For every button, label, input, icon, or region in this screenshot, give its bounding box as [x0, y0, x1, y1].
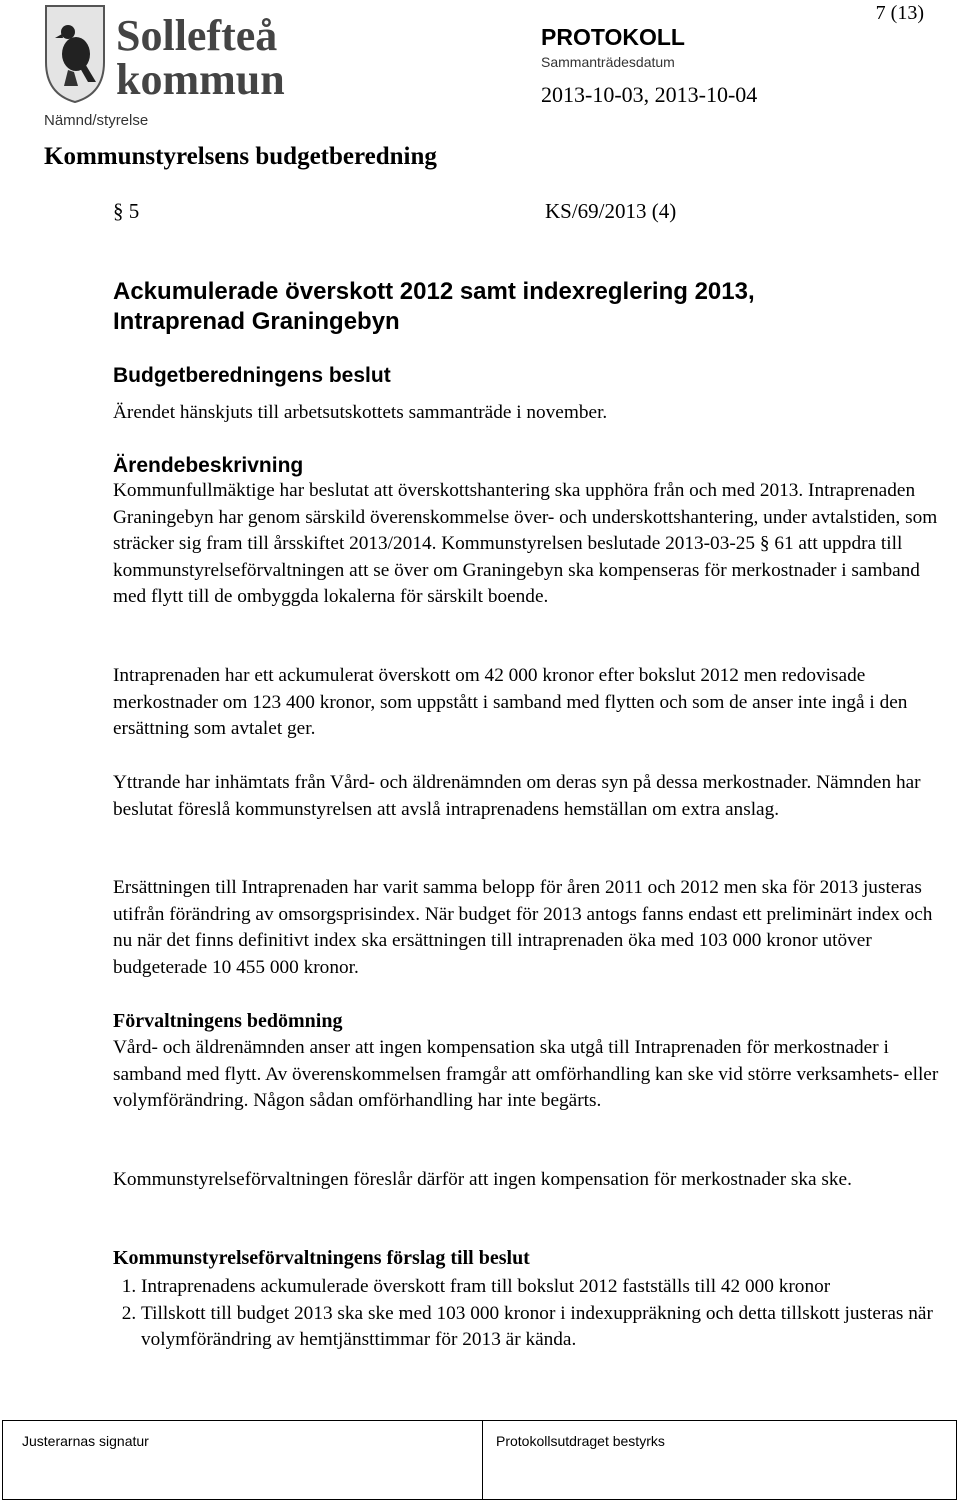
proposal-list	[113, 1274, 960, 1354]
description-text-2	[113, 663, 948, 743]
assessment-heading: Förvaltningens bedömning	[113, 1010, 343, 1032]
description-paragraph-2: Intraprenaden har ett ackumulerat överskott om 42 000 kronor efter bokslut 2012 men redovisade merkostnader om 123 400 kronor, som uppstått i samband med flytten och som de anser inte ingå i den ersättning som avtalet ger.	[113, 665, 908, 739]
description-text-3	[113, 770, 948, 823]
municipality-logo	[44, 2, 306, 106]
assessment-text	[113, 1035, 948, 1115]
description-text-4	[113, 875, 948, 981]
document-type: PROTOKOLL	[541, 24, 685, 50]
decision-paragraph: Ärendet hänskjuts till arbetsutskottets sammanträde i november.	[113, 402, 608, 423]
description-text	[113, 478, 948, 611]
proposal-heading: Kommunstyrelseförvaltningens förslag till beslut	[113, 1247, 530, 1269]
decision-heading: Budgetberedningens beslut	[113, 364, 391, 387]
proposal-item: 2. Tillskott till budget 2013 ska ske med 103 000 kronor i indexuppräkning och detta tillskott justeras när volymförändring av hemtjänsttimmar för 2013 är kända.	[141, 1301, 960, 1354]
case-number: KS/69/2013 (4)	[545, 199, 677, 223]
body-name: Kommunstyrelsens budgetberedning	[44, 143, 437, 170]
paragraph-number: § 5	[113, 199, 140, 223]
decision-text	[113, 400, 948, 427]
svg-text:Sollefteå: Sollefteå	[116, 11, 278, 60]
certified-label: Protokollsutdraget bestyrks	[496, 1433, 665, 1449]
description-heading: Ärendebeskrivning	[113, 454, 304, 477]
proposal-item: 1. Intraprenadens ackumulerade överskott fram till bokslut 2012 fastställs till 42 000 kronor	[141, 1274, 960, 1301]
signature-label: Justerarnas signatur	[22, 1433, 149, 1449]
description-paragraph-3: Yttrande har inhämtats från Vård- och äldrenämnden om deras syn på dessa merkostnader. Nämnden har beslutat föreslå kommunstyrelsen att avslå intraprenadens hemställan om extra anslag.	[113, 772, 921, 820]
description-paragraph-4: Ersättningen till Intraprenaden har varit samma belopp för åren 2011 och 2012 men ska för 2013 justeras utifrån förändring av omsorgsprisindex. När budget för 2013 antogs fanns endast ett preliminärt index och nu när det finns definitivt index ska ersättningen till intraprenaden öka med 103 000 kronor utöver budgeterade 10 455 000 kronor.	[113, 877, 933, 978]
page-number: 7 (13)	[875, 2, 924, 24]
body-label: Nämnd/styrelse	[44, 112, 149, 129]
assessment-text-2	[113, 1167, 948, 1194]
case-title-line2: Intraprenad Graningebyn	[113, 308, 400, 335]
case-title-line1: Ackumulerade överskott 2012 samt indexreglering 2013,	[113, 278, 755, 305]
svg-text:kommun: kommun	[116, 55, 285, 104]
assessment-paragraph-1: Vård- och äldrenämnden anser att ingen kompensation ska utgå till Intraprenaden för merkostnader i samband med flytt. Av överenskommelsen framgår att omförhandling kan ske vid större verksamhets- eller volymförändring. Någon sådan omförhandling har inte begärts.	[113, 1037, 939, 1111]
coat-of-arms-icon	[44, 2, 306, 106]
signature-box-divider	[482, 1420, 483, 1500]
meeting-date-label: Sammanträdesdatum	[541, 54, 675, 70]
assessment-paragraph-2: Kommunstyrelseförvaltningen föreslår därför att ingen kompensation för merkostnader ska ske.	[113, 1169, 852, 1190]
signature-box	[2, 1420, 957, 1500]
meeting-dates: 2013-10-03, 2013-10-04	[541, 82, 758, 107]
case-title	[113, 277, 933, 337]
description-paragraph-1: Kommunfullmäktige har beslutat att överskottshantering ska upphöra från och med 2013. Intraprenaden Graningebyn har genom särskild överenskommelse över- och underskottshantering, under avtalstiden, som sträcker sig fram till årsskiftet 2013/2014. Kommunstyrelsen beslutade 2013-03-25 § 61 att uppdra till kommunstyrelseförvaltningen att se över om Graningebyn ska kompenseras för merkostnader i samband med flytt till de ombyggda lokalerna för särskilt boende.	[113, 480, 938, 607]
